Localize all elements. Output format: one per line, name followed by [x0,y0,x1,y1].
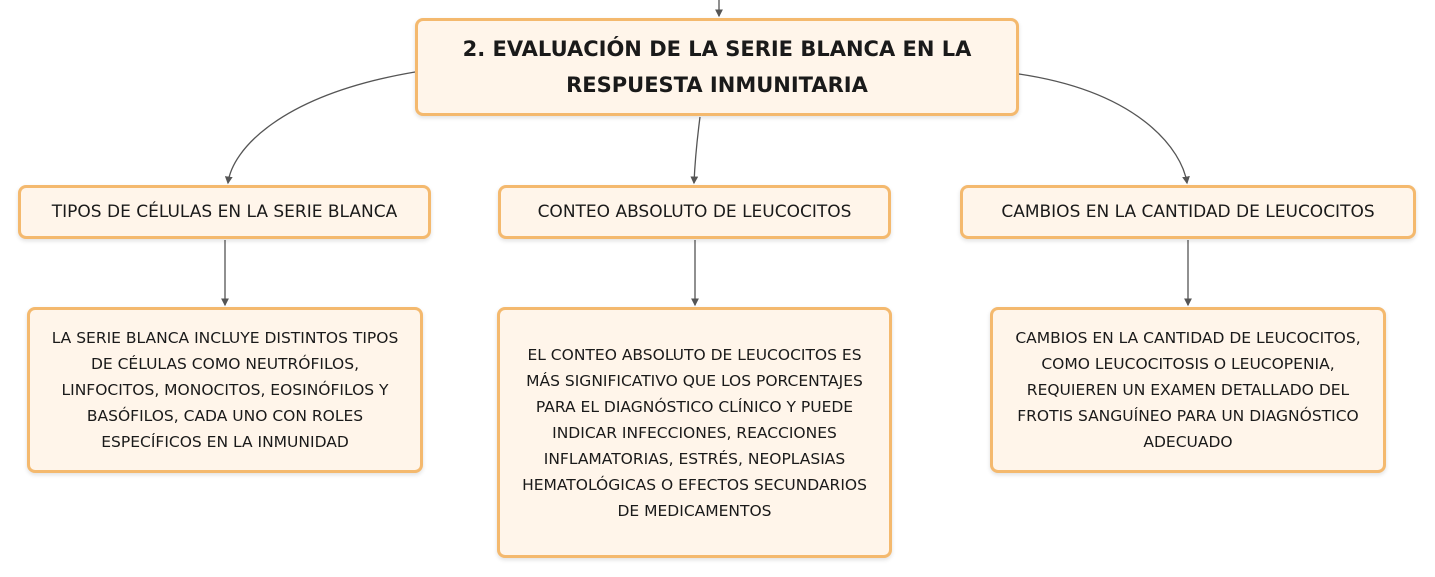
detail-text: CAMBIOS EN LA CANTIDAD DE LEUCOCITOS, COMO LEUCOCITOSIS O LEUCOPENIA, REQUIEREN UN EXAMEN DETALLADO DEL FROTIS SANGUÍNEO PARA UN DIAGNÓSTICO ADECUADO [1015,329,1361,451]
topic-label: TIPOS DE CÉLULAS EN LA SERIE BLANCA [51,202,398,222]
detail-node-absolute-count[interactable] [497,307,892,558]
detail-text: LA SERIE BLANCA INCLUYE DISTINTOS TIPOS DE CÉLULAS COMO NEUTRÓFILOS, LINFOCITOS, MONOCITOS, EOSINÓFILOS Y BASÓFILOS, CADA UNO CON ROLES ESPECÍFICOS EN LA INMUNIDAD [51,329,399,451]
topic-label: CAMBIOS EN LA CANTIDAD DE LEUCOCITOS [1001,202,1375,222]
topic-node-cell-types[interactable] [18,185,431,239]
connector-root-to-topic-2 [694,117,700,183]
detail-text: EL CONTEO ABSOLUTO DE LEUCOCITOS ES MÁS SIGNIFICATIVO QUE LOS PORCENTAJES PARA EL DIAGNÓSTICO CLÍNICO Y PUEDE INDICAR INFECCIONES, REACCIONES INFLAMATORIAS, ESTRÉS, NEOPLASIAS HEMATOLÓGICAS O EFECTOS SECUNDARIOS DE MEDICAMENTOS [522,345,867,520]
topic-label: CONTEO ABSOLUTO DE LEUCOCITOS [537,202,852,222]
connector-root-to-topic-1 [228,72,415,183]
root-title: 2. EVALUACIÓN DE LA SERIE BLANCA EN LA RESPUESTA INMUNITARIA [462,37,972,97]
connector-root-to-topic-3 [1019,74,1187,183]
topic-node-absolute-count[interactable] [498,185,891,239]
detail-node-count-changes[interactable] [990,307,1386,473]
detail-node-cell-types[interactable] [27,307,423,473]
topic-node-count-changes[interactable] [960,185,1416,239]
root-node[interactable] [415,18,1019,116]
